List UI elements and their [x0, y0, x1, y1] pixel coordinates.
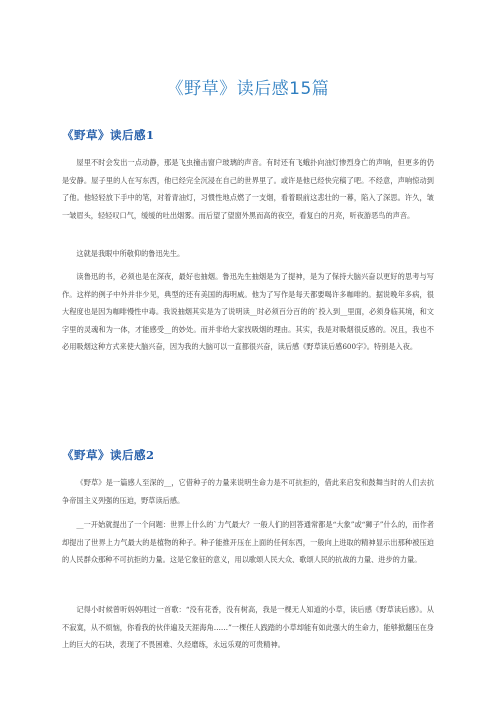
paragraph: 《野草》是一篇感人至深的__，它借种子的力量来说明生命力是不可抗拒的，借此来启发和鼓舞当时的人们去抗争帝国主义列强的压迫，野草读后感。 — [62, 478, 434, 505]
paragraph: 记得小时候曾听妈妈唱过一首歌：“没有花香，没有树高，我是一棵无人知道的小草，读后感《野草读后感》。从不寂寞，从不烦恼，你看我的伙伴遍及天涯海角……”一棵任人践踏的小草却能有如此强大的生命力，能够掀翻压在身上的巨大的石块，表现了不畏困难、久经磨练，永远乐观的可贵精神。 — [62, 605, 434, 650]
section-heading-1: 《野草》读后感1 — [62, 128, 155, 142]
paragraph: 读鲁迅的书，必须也是在深夜，最好也抽烟。鲁迅先生抽烟是为了提神，是为了保持大脑兴奋以更好的思考与写作。这样的例子中外并非少见，典型的还有美国的海明威。他为了写作是每天都要喝许多咖啡的。据说晚年多病，很大程度也是因为咖啡慢性中毒。我说抽烟其实是为了说明读__时必须百分百的的`投入到__里面，必须身临其境，和文字里的灵魂和为一体，才能感受__的妙处。而并非给大家找吸烟的理由。其实，我是对吸烟很反感的。况且，我也不必用吸烟这种方式来使大脑兴奋，因为我的大脑可以一直都很兴奋，读后感《野草读后感600字》。特别是入夜。 — [62, 272, 434, 352]
paragraph: __一开始就提出了一个问题：世界上什么的`力气最大？一般人们的回答通常都是“大象”或“狮子”什么的，而作者却提出了世界上力气最大的是植物的种子。种子能推开压在上面的任何东西，一般向上进取的精神显示出那种被压迫的人民群众那种不可抗拒的力量。这是它象征的意义，用以歌颂人民大众、歌颂人民的抗战的力量、进步的力量。 — [62, 520, 434, 565]
paragraph: 这就是我眼中所敬仰的鲁迅先生。 — [76, 249, 185, 258]
document-title: 《野草》读后感15篇 — [166, 79, 330, 99]
section-heading-2: 《野草》读后感2 — [62, 448, 155, 462]
paragraph: 屋里不时会发出一点动静，那是飞虫撞击窗户玻璃的声音。有时还有飞蛾扑向油灯惨烈身亡的声响，但更多的仍是安静。屋子里的人在写东西，他已经完全沉浸在自己的世界里了。或许是他已经快完稿了吧。不经意，声响惊动到了他。他轻轻放下手中的笔，对着青油灯，习惯性地点燃了一支烟，看着眼前这悲壮的一幕，陷入了深思。许久，皱一皱眉头，轻轻叹口气，缓缓的吐出烟雾。而后望了望窗外黑而高的夜空，看复白的月亮，听夜游恶鸟的声音。 — [62, 158, 434, 220]
